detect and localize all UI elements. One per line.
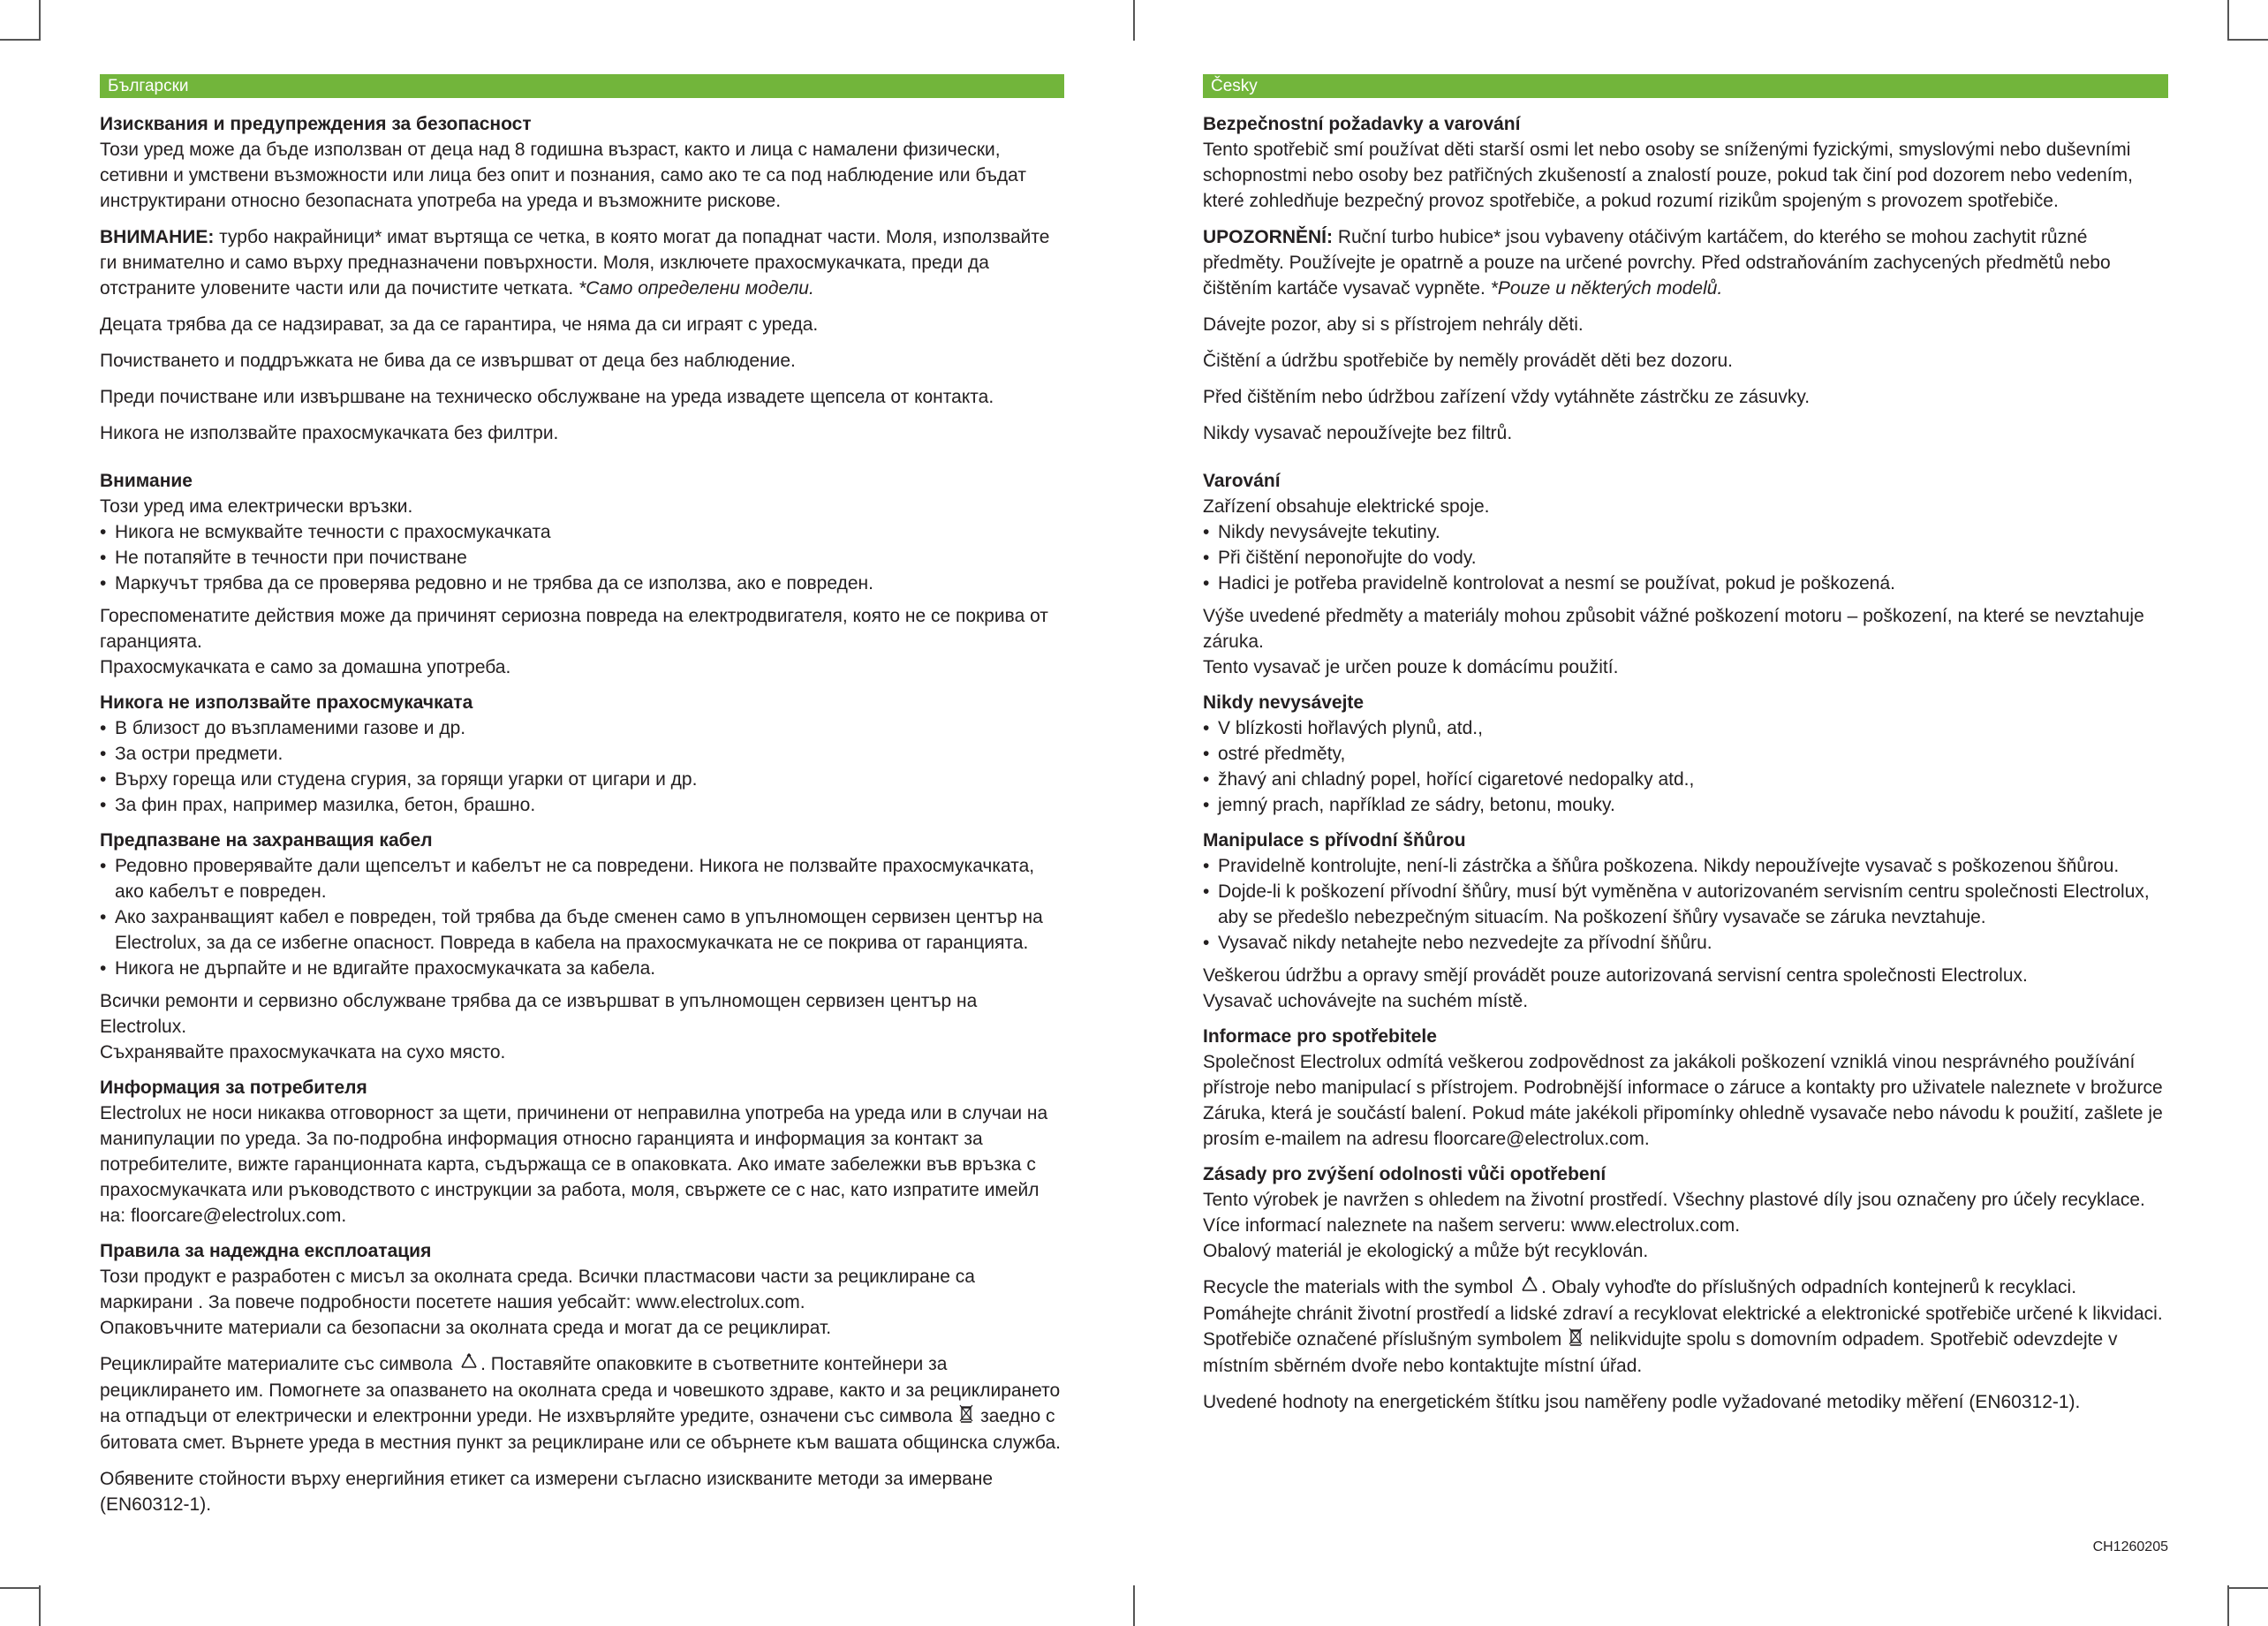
consumer-info-section	[100, 1076, 1064, 1229]
text-run: Recycle the materials with the symbol	[1203, 1277, 1519, 1297]
paragraph: Veškerou údržbu a opravy smějí provádět pouze autorizovaná servisní centra společnosti Electrolux.	[1203, 965, 2028, 986]
list-item: • Nikdy nevysávejte tekutiny.	[1203, 519, 2168, 545]
caution-section	[1203, 469, 2168, 680]
paragraph: Обявените стойности върху енергийния етикет са измерени съгласно изискваните методи за имерване (EN60312-1).	[100, 1469, 994, 1516]
section-title: Внимание	[100, 471, 193, 491]
model-note: *Pouze u některých modelů.	[1490, 278, 1723, 299]
text-run: nelikvidujte spolu s domovním odpadem. Spotřebič odevzdejte v místním sběrném dvoře nebo kontaktujte místní úřad.	[1203, 1328, 2118, 1377]
section-title: Zásady pro zvýšení odolnosti vůči opotřebení	[1203, 1164, 1606, 1184]
consumer-info-section	[1203, 1025, 2168, 1152]
recycle-icon	[459, 1352, 479, 1378]
crop-mark	[39, 0, 41, 41]
list-item: • jemný prach, například ze sádry, betonu, mouky.	[1203, 792, 2168, 818]
list-item: • Редовно проверявайте дали щепселът и кабелът не са повредени. Никога не ползвайте прахосмукачката, ако кабелът е повреден.	[100, 853, 1064, 904]
paragraph: Почистването и поддръжката не бива да се извършват от деца без наблюдение.	[100, 351, 796, 371]
list-item: • Не потапяйте в течности при почистване	[100, 545, 1064, 571]
crop-mark	[2227, 0, 2229, 41]
crop-mark	[0, 39, 41, 41]
list-item: • V blízkosti hořlavých plynů, atd.,	[1203, 715, 2168, 741]
section-title: Manipulace s přívodní šňůrou	[1203, 830, 1466, 851]
paragraph: Nikdy vysavač nepoužívejte bez filtrů.	[1203, 423, 1513, 443]
section-title: Предпазване на захранващия кабел	[100, 830, 433, 851]
warning-paragraph	[1203, 224, 2168, 301]
crop-mark	[1133, 0, 1135, 41]
paragraph: Společnost Electrolux odmítá veškerou zodpovědnost za jakákoli poškození vzniklá vinou nesprávného používání přístroje nebo manipulací s přístrojem. Podrobnější informace o záruce a kontakty pro uživatele naleznete v brožurce Záruka, která je součástí balení. Pokud máte jakékoli připomínky ohledně vysavače nebo návodu k použití, zašlete je prosím e-mailem na adresu floorcare@electrolux.com.	[1203, 1052, 2163, 1149]
sustainability-section	[1203, 1162, 2168, 1415]
list-item: • Маркучът трябва да се проверява редовно и не трябва да се използва, ако е повреден.	[100, 571, 1064, 596]
list-item: • Ако захранващият кабел е повреден, той трябва да бъде сменен само в упълномощен сервизен център на Electrolux, за да се избегне опасност. Повреда в кабела на прахосмукачката не се покрива от гаранцията.	[100, 904, 1064, 956]
cable-section	[1203, 828, 2168, 1014]
crop-mark	[2227, 1585, 2229, 1626]
paragraph: Този уред може да бъде използван от деца над 8 годишна възраст, както и лица с намалени физически, сетивни и умствени възможности или лица без опит и познания, само ако те са под наблюдение или бъдат инструктирани относно безопасната употреба на уреда и възможните рискове.	[100, 140, 1026, 211]
crop-mark	[39, 1585, 41, 1626]
list-item: • Върху гореща или студена сгурия, за горящи угарки от цигари и др.	[100, 767, 1064, 792]
paragraph: Гореспоменатите действия може да причинят сериозна повреда на електродвигателя, която не се покрива от гаранцията.	[100, 606, 1048, 652]
bullet-list	[100, 853, 1064, 981]
bulgarian-column	[100, 74, 1064, 1528]
warning-text: Ruční turbo hubice* jsou vybaveny otáčivým kartáčem, do kterého se mohou zachytit různé předměty. Používejte je opatrně a pouze na určené povrchy. Před odstraňováním zachycených předmětů nebo čištěním kartáče vysavač vypněte.	[1203, 227, 2111, 299]
recycle-paragraph	[1203, 1274, 2168, 1379]
list-item: • За фин прах, например мазилка, бетон, брашно.	[100, 792, 1064, 818]
section-title: Правила за надеждна експлоатация	[100, 1241, 432, 1261]
never-use-section	[100, 691, 1064, 818]
list-item: • Hadici je potřeba pravidelně kontrolovat a nesmí se používat, pokud je poškozená.	[1203, 571, 2168, 596]
recycle-icon	[1520, 1275, 1539, 1301]
text-run: . Поставяйте опаковките в съответните контейнери за рециклирането им. Помогнете за опазването на околната среда и човешкото здраве, както и за рециклирането на отпадъци от електрически и електронни уреди. Не изхвърляйте уредите, означени със символа	[100, 1354, 1061, 1426]
bullet-list	[1203, 519, 2168, 596]
section-title: Varování	[1203, 471, 1281, 491]
crop-mark	[0, 1587, 41, 1589]
warning-text: турбо накрайници* имат въртяща се четка, в която могат да попаднат части. Моля, използвайте ги внимателно и само върху предназначени повърхности. Моля, изключете прахосмукачката, преди да отстраните уловените части или да почистите четката.	[100, 227, 1050, 299]
bullet-list	[100, 519, 1064, 596]
cable-section	[100, 828, 1064, 1065]
crop-mark	[2227, 39, 2268, 41]
czech-column	[1203, 74, 2168, 1426]
paragraph: Децата трябва да се надзирават, за да се гарантира, че няма да си играят с уреда.	[100, 314, 819, 335]
paragraph: Никога не използвайте прахосмукачката без филтри.	[100, 423, 559, 443]
bullet-list	[100, 715, 1064, 818]
document-number: CH1260205	[2092, 1539, 2168, 1554]
paragraph: Vysavač uchovávejte na suchém místě.	[1203, 991, 1529, 1011]
never-use-section	[1203, 691, 2168, 818]
text-run: . Obaly vyhoďte do příslušných odpadních kontejnerů k recyklaci. Pomáhejte chránit životní prostředí a lidské zdraví a recyklovat elektrické a elektronické spotřebiče určené k likvidaci. Spotřebiče označené příslušným symbolem	[1203, 1277, 2163, 1350]
warning-label: ВНИМАНИЕ:	[100, 227, 215, 247]
paragraph: Čištění a údržbu spotřebiče by neměly provádět děti bez dozoru.	[1203, 351, 1734, 371]
paragraph: Uvedené hodnoty na energetickém štítku jsou naměřeny podle vyžadované metodiky měření (EN60312-1).	[1203, 1392, 2081, 1413]
paragraph: Zařízení obsahuje elektrické spoje.	[1203, 496, 1490, 517]
bullet-list	[1203, 715, 2168, 818]
recycle-paragraph	[100, 1351, 1064, 1456]
warning-label: UPOZORNĚNÍ:	[1203, 227, 1333, 247]
paragraph: Tento výrobek je navržen s ohledem na životní prostředí. Všechny plastové díly jsou označeny pro účely recyklace. Více informací naleznete na našem serveru: www.electrolux.com.	[1203, 1190, 2145, 1236]
paragraph: Съхранявайте прахосмукачката на сухо място.	[100, 1042, 506, 1063]
list-item: • ostré předměty,	[1203, 741, 2168, 767]
section-title: Bezpečnostní požadavky a varování	[1203, 114, 1521, 134]
language-bar-cz: Česky	[1203, 74, 2168, 98]
list-item: • Vysavač nikdy netahejte nebo nezvedejte za přívodní šňůru.	[1203, 930, 2168, 956]
bullet-list	[1203, 853, 2168, 956]
list-item: • В близост до възпламеними газове и др.	[100, 715, 1064, 741]
paragraph: Преди почистване или извършване на техническо обслужване на уреда извадете щепсела от контакта.	[100, 387, 994, 407]
model-note: *Само определени модели.	[578, 278, 814, 299]
paragraph: Прахосмукачката е само за домашна употреба.	[100, 657, 511, 677]
section-title: Информация за потребителя	[100, 1078, 367, 1098]
list-item: • Никога не дърпайте и не вдигайте прахосмукачката за кабела.	[100, 956, 1064, 981]
safety-section	[1203, 112, 2168, 446]
paragraph: Dávejte pozor, aby si s přístrojem nehrály děti.	[1203, 314, 1584, 335]
section-title: Nikdy nevysávejte	[1203, 692, 1365, 713]
sustainability-section	[100, 1239, 1064, 1517]
section-title: Изисквания и предупреждения за безопасност	[100, 114, 532, 134]
paragraph: Този продукт е разработен с мисъл за околната среда. Всички пластмасови части за рециклиране са маркирани . За повече подробности посетете нашия уебсайт: www.electrolux.com.	[100, 1267, 975, 1312]
paragraph: Този уред има електрически връзки.	[100, 496, 413, 517]
crop-mark	[2227, 1587, 2268, 1589]
crop-mark	[1133, 1585, 1135, 1626]
list-item: • Při čištění neponořujte do vody.	[1203, 545, 2168, 571]
wheelie-bin-icon	[959, 1403, 973, 1430]
paragraph: Tento spotřebič smí používat děti starší osmi let nebo osoby se sníženými fyzickými, smyslovými nebo duševními schopnostmi nebo osoby bez patřičných zkušeností a znalostí pouze, pokud tak činí pod dozorem nebo vedením, které zohledňuje bezpečný provoz spotřebiče, a pokud rozumí rizikům spojeným s provozem spotřebiče.	[1203, 140, 2133, 211]
warning-paragraph	[100, 224, 1064, 301]
language-bar-bg: Български	[100, 74, 1064, 98]
paragraph: Опаковъчните материали са безопасни за околната среда и могат да се рециклират.	[100, 1318, 832, 1338]
list-item: • Dojde-li k poškození přívodní šňůry, musí být vyměněna v autorizovaném servisním centru společnosti Electrolux, aby se předešlo nebezpečným situacím. Na poškození šňůry vysavače se záruka nevztahuje.	[1203, 879, 2168, 930]
paragraph: Tento vysavač je určen pouze k domácímu použití.	[1203, 657, 1619, 677]
paragraph: Obalový materiál je ekologický a může být recyklován.	[1203, 1241, 1649, 1261]
safety-section	[100, 112, 1064, 446]
list-item: • Pravidelně kontrolujte, není-li zástrčka a šňůra poškozena. Nikdy nepoužívejte vysavač s poškozenou šňůrou.	[1203, 853, 2168, 879]
wheelie-bin-icon	[1569, 1327, 1583, 1353]
list-item: • Никога не всмуквайте течности с прахосмукачката	[100, 519, 1064, 545]
list-item: • За остри предмети.	[100, 741, 1064, 767]
caution-section	[100, 469, 1064, 680]
paragraph: Electrolux не носи никаква отговорност за щети, причинени от неправилна употреба на уреда или в случаи на манипулации по уреда. За по-подробна информация относно гаранцията и информация за контакт за потребителите, вижте гаранционната карта, съдържаща се в опаковката. Ако имате забележки във връзка с прахосмукачката или ръководството с инструкции за работа, моля, свържете се с нас, като изпратите имейл на: floorcare@electrolux.com.	[100, 1103, 1048, 1226]
paragraph: Всички ремонти и сервизно обслужване трябва да се извършват в упълномощен сервизен център на Electrolux.	[100, 991, 978, 1037]
section-title: Никога не използвайте прахосмукачката	[100, 692, 473, 713]
paragraph: Před čištěním nebo údržbou zařízení vždy vytáhněte zástrčku ze zásuvky.	[1203, 387, 1811, 407]
section-title: Informace pro spotřebitele	[1203, 1026, 1437, 1047]
text-run: Рециклирайте материалите със символа	[100, 1354, 458, 1374]
paragraph: Výše uvedené předměty a materiály mohou způsobit vážné poškození motoru – poškození, na které se nevztahuje záruka.	[1203, 606, 2144, 652]
text-run: заедно с битовата смет. Върнете уреда в местния пункт за рециклиране или се обърнете към вашата общинска служба.	[100, 1405, 1061, 1454]
list-item: • žhavý ani chladný popel, hořící cigaretové nedopalky atd.,	[1203, 767, 2168, 792]
